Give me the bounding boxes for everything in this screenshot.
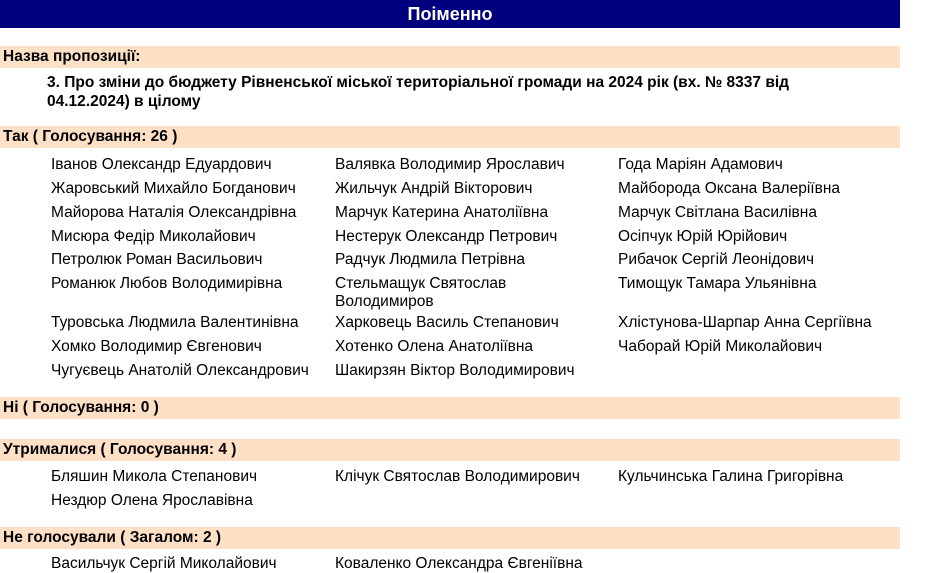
voter-name: Тимощук Тамара Ульянівна [618,275,817,292]
section-yes-header: Так ( Голосування: 26 ) [0,126,900,148]
voter-name: Стельмащук Святослав Володимиров [335,275,507,310]
voter-name: Радчук Людмила Петрівна [335,251,526,268]
page-title: Поіменно [0,0,900,28]
voter-name: Нестерук Олександр Петрович [335,228,558,245]
voter-name: Рибачок Сергій Леонідович [618,251,815,268]
voter-name: Марчук Світлана Василівна [618,204,817,221]
voter-name: Коваленко Олександра Євгеніївна [335,555,583,572]
section-not-voted-header: Не голосували ( Загалом: 2 ) [0,527,900,549]
proposal-label: Назва пропозиції: [0,46,900,68]
voter-name: Хотенко Олена Анатоліївна [335,338,534,355]
voter-name: Чугуєвець Анатолій Олександрович [51,362,309,379]
voter-name: Жильчук Андрій Вікторович [335,180,533,197]
voter-name: Жаровський Михайло Богданович [51,180,296,197]
voter-name: Шакирзян Віктор Володимирович [335,362,575,379]
voter-name: Васильчук Сергій Миколайович [51,555,277,572]
voter-name: Майорова Наталія Олександрівна [51,204,297,221]
voter-name: Хомко Володимир Євгенович [51,338,262,355]
voter-name: Романюк Любов Володимирівна [51,275,283,292]
voter-name: Харковець Василь Степанович [335,314,559,331]
voter-name: Кульчинська Галина Григорівна [618,468,844,485]
section-no-header: Ні ( Голосування: 0 ) [0,397,900,419]
voter-name: Осіпчук Юрій Юрійович [618,228,788,245]
voter-name: Клічук Святослав Володимирович [335,468,580,485]
voter-name: Петролюк Роман Васильович [51,251,263,268]
voter-name: Чаборай Юрій Миколайович [618,338,823,355]
voter-name: Майборода Оксана Валеріївна [618,180,841,197]
voter-name: Нездюр Олена Ярославівна [51,492,253,509]
voter-name: Іванов Олександр Едуардович [51,156,272,173]
voter-name: Бляшин Микола Степанович [51,468,258,485]
voter-name: Года Маріян Адамович [618,156,783,173]
voter-name: Марчук Катерина Анатоліївна [335,204,549,221]
voter-name: Мисюра Федір Миколайович [51,228,256,245]
voter-name: Валявка Володимир Ярославич [335,156,565,173]
proposal-text: 3. Про зміни до бюджету Рівненської міської територіальної громади на 2024 рік (вх. № 8337 від 04.12.2024) в цілому [47,74,789,110]
section-abstained-header: Утрималися ( Голосування: 4 ) [0,439,900,461]
voter-name: Туровська Людмила Валентинівна [51,314,299,331]
voter-name: Хлістунова-Шарпар Анна Сергіївна [618,314,872,331]
